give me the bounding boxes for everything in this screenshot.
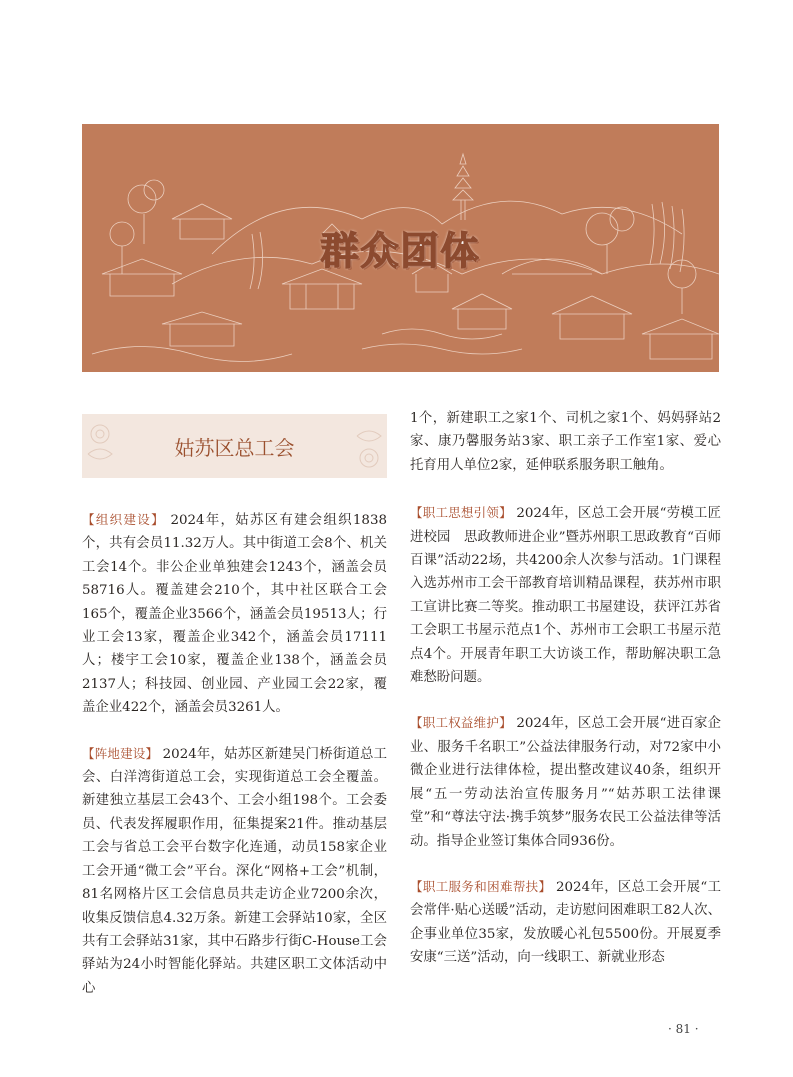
- paragraph-text: 2024年，姑苏区新建吴门桥街道总工会、白洋湾街道总工会，实现街道总工会全覆盖。新建独立基层工会43个、工会小组198个。工会委员、代表发挥履职作用，征集提案21件。推动基层工会与省总工会平台数字化连通，动员158家企业工会开通“微工会”平台。深化“网格+工会”机制，81名网格片区工会信息员共走访企业7200余次，收集反馈信息4.32万条。新建工会驿站10家，全区共有工会驿站31家，其中石路步行街C-House工会驿站为24小时智能化驿站。共建区职工文体活动中心: [82, 746, 387, 996]
- paragraph-tag: 【职工思想引领】: [410, 505, 512, 521]
- paragraph-tag: 【组织建设】: [82, 512, 165, 527]
- paragraph-continued: [410, 406, 721, 477]
- chapter-title: 群众团体: [320, 228, 481, 273]
- paragraph-text: 2024年，区总工会开展“劳模工匠进校园 思政教师进企业”暨苏州职工思政教育“百师百课”活动22场，共4200余人次参与活动。1门课程入选苏州市工会干部教育培训精品课程，获苏州市职工宣讲比赛二等奖。推动职工书屋建设，获评江苏省工会职工书屋示范点1个、苏州市工会职工书屋示范点4个。开展青年职工大访谈工作，帮助解决职工急难愁盼问题。: [410, 506, 721, 686]
- paragraph-text: 2024年，区总工会开展“工会常伴·贴心送暖”活动，走访慰问困难职工82人次、企事业单位35家，发放暖心礼包5500份。开展夏季安康“三送”活动，向一线职工、新就业形态: [410, 879, 721, 966]
- paragraph-tag: 【阵地建设】: [82, 745, 159, 761]
- right-column: [410, 406, 721, 992]
- left-column: [82, 508, 387, 1022]
- paragraph-services: [410, 875, 721, 970]
- chapter-banner: [82, 124, 719, 372]
- paragraph-ideology: [410, 501, 721, 689]
- paragraph-text: 1个，新建职工之家1个、司机之家1个、妈妈驿站2家、康乃馨服务站3家、职工亲子工作室1家、爱心托育用人单位2家，延伸联系服务职工触角。: [410, 411, 721, 473]
- paragraph-tag: 【职工权益维护】: [410, 715, 512, 731]
- paragraph-rights: [410, 711, 721, 852]
- paragraph-facilities: [82, 742, 387, 1000]
- paragraph-tag: 【职工服务和困难帮扶】: [410, 878, 552, 894]
- page-number: · 81 ·: [668, 1022, 699, 1036]
- section-title: 姑苏区总工会: [174, 436, 295, 460]
- paragraph-text: 2024年，区总工会开展“进百家企业、服务千名职工”公益法律服务行动，对72家中小微企业进行法律体检，提出整改建议40条，组织开展“五一劳动法治宣传服务月”“姑苏职工法律课堂”和“尊法守法·携手筑梦”服务农民工公益法律等活动。指导企业签订集体合同936份。: [410, 716, 721, 849]
- section-heading-box: [82, 414, 387, 478]
- paragraph-text: 2024年，姑苏区有建会组织1838个，共有会员11.32万人。其中街道工会8个、机关工会14个。非公企业单独建会1243个，涵盖会员58716人。覆盖建会210个，其中社区联合工会165个，覆盖企业3566个，涵盖会员19513人；行业工会13家，覆盖企业342个，涵盖会员17111人；楼宇工会10家，覆盖企业138个，涵盖会员2137人；科技园、创业园、产业园工会22家，覆盖企业422个，涵盖会员3261人。: [82, 513, 387, 716]
- paragraph-organization: [82, 508, 387, 720]
